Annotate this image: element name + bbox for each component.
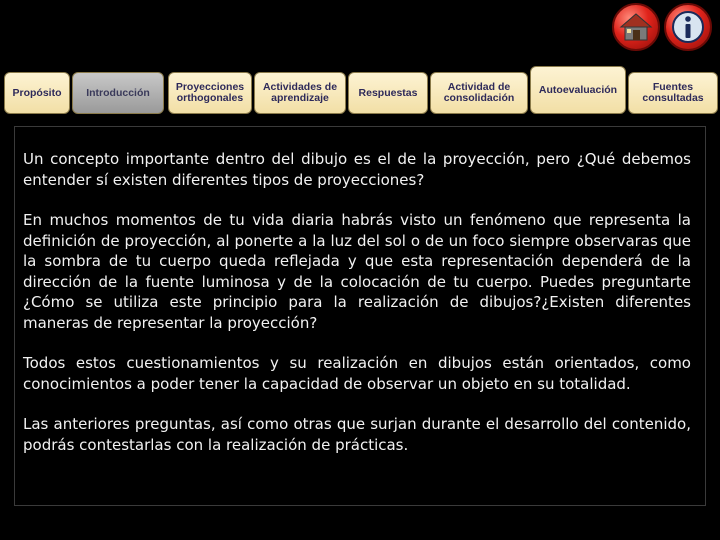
content-paragraph: Todos estos cuestionamientos y su realización en dibujos están orientados, como conocimientos a poder tener la capacidad de observar un objeto en su totalidad. [23,354,691,393]
content-panel [14,126,706,506]
info-icon [670,9,706,45]
bottom-bar [0,506,720,540]
tab-actividades-aprendizaje[interactable] [254,72,346,114]
section-tabs [0,64,720,122]
tab-respuestas[interactable] [348,72,428,114]
content-paragraph: En muchos momentos de tu vida diaria habrás visto un fenómeno que representa la definición de proyección, al ponerte a la luz del sol o de un foco siempre observaras que la sombra de tu cuerpo queda reflejada y que esta representación dependerá de la dirección de la fuente luminosa y de la colocación de tu cuerpo. Puedes preguntarte ¿Cómo se utiliza este principio para la realización de dibujos?¿Existen diferentes maneras de representar la proyección? [23,211,691,332]
tab-proposito[interactable] [4,72,70,114]
tab-fuentes-consultadas[interactable] [628,72,718,114]
tab-label: Autoevaluación [538,83,618,96]
tab-label: Fuentes consultadas [642,81,704,104]
tab-label: Respuestas [358,86,418,99]
house-icon [619,12,653,42]
home-button[interactable] [612,3,660,51]
top-icon-bar [612,3,712,51]
tab-label: Proyecciones orthogonales [175,81,245,104]
tab-label: Introducción [86,86,150,99]
info-button[interactable] [664,3,712,51]
tab-label: Actividades de aprendizaje [262,81,338,104]
tab-actividad-consolidacion[interactable] [430,72,528,114]
tab-proyecciones-ortogonales[interactable] [168,72,252,114]
tab-label: Actividad de consolidación [443,81,515,104]
content-paragraph: Las anteriores preguntas, así como otras que surjan durante el desarrollo del contenido, podrás contestarlas con la realización de prácticas. [23,415,691,454]
content-paragraph: Un concepto importante dentro del dibujo es el de la proyección, pero ¿Qué debemos entender sí existen diferentes tipos de proyecciones? [23,150,691,189]
tab-introduccion[interactable] [72,72,164,114]
tab-label: Propósito [12,86,62,99]
tab-autoevaluacion[interactable] [530,66,626,114]
